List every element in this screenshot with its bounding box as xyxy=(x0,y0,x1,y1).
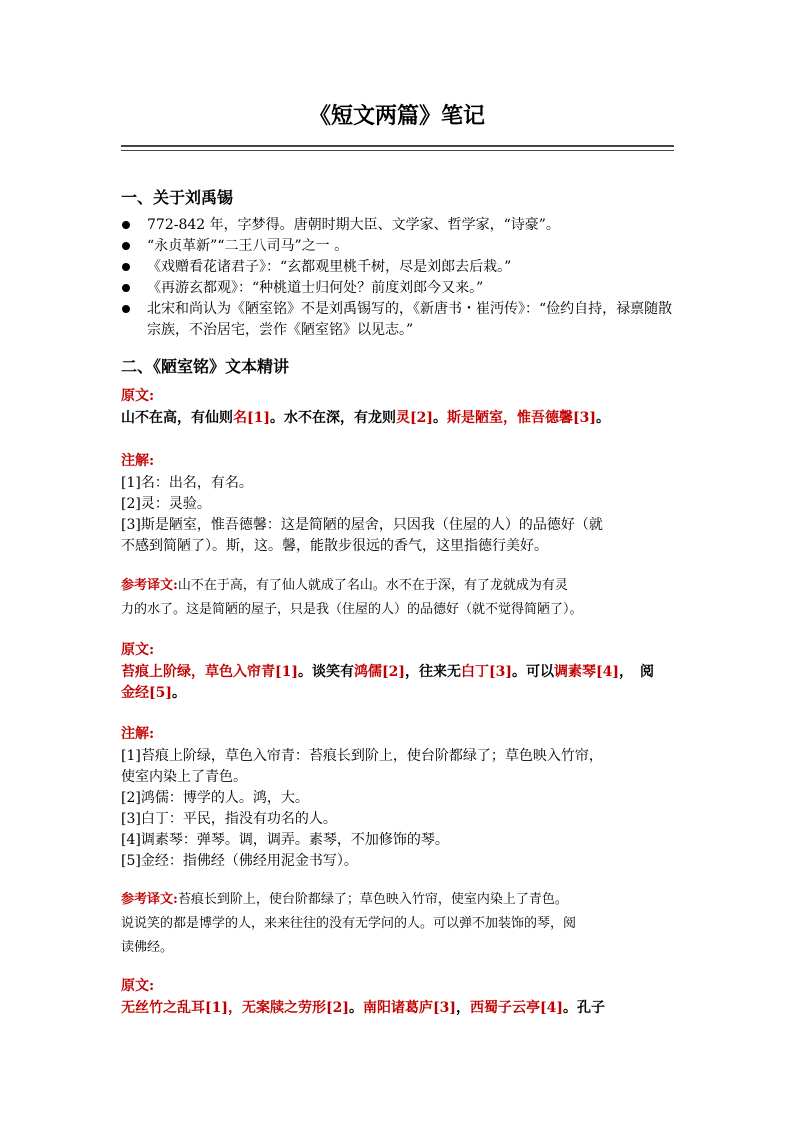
bullet-icon xyxy=(122,263,130,271)
note-line: 不感到简陋了）。斯，这。馨，能散步很远的香气，这里指德行美好。 xyxy=(121,538,548,554)
note-line: [2]鸿儒：博学的人。鸿，大。 xyxy=(121,790,309,806)
note-line: [2]灵：灵验。 xyxy=(121,496,211,512)
note-line: 使室内染上了青色。 xyxy=(121,769,247,785)
original-label: 原文: xyxy=(121,388,155,404)
translation-line: 参考译文:苔痕长到阶上，使台阶都绿了；草色映入竹帘，使室内染上了青色。 xyxy=(121,892,568,907)
translation-line: 力的水了。这是简陋的屋子，只是我（住屋的人）的品德好（就不觉得简陋了）。 xyxy=(121,602,583,617)
original-text-cont: 金经[5]。 xyxy=(121,685,186,701)
note-line: [3]斯是陋室，惟吾德馨：这是简陋的屋舍，只因我（住屋的人）的品德好（就 xyxy=(121,517,603,533)
note-line: [4]调素琴：弹琴。调，调弄。素琴，不加修饰的琴。 xyxy=(121,832,449,848)
author-facts-list xyxy=(121,215,681,341)
section2-heading: 二、《陋室铭》文本精讲 xyxy=(121,357,290,376)
list-item: 《戏赠看花诸君子》：“玄都观里桃千树，尽是刘郎去后栽。” xyxy=(121,257,681,278)
translation-line: 读佛经。 xyxy=(121,940,174,955)
title-divider-thin xyxy=(121,150,674,151)
original-text: 山不在高，有仙则名[1]。水不在深，有龙则灵[2]。斯是陋室，惟吾德馨[3]。 xyxy=(121,410,610,426)
note-line: [5]金经：指佛经（佛经用泥金书写）。 xyxy=(121,853,358,869)
section1-heading: 一、关于刘禹锡 xyxy=(121,188,234,207)
note-line: [1]名：出名，有名。 xyxy=(121,475,253,491)
bullet-icon xyxy=(122,284,130,292)
bullet-icon xyxy=(122,242,130,250)
bullet-icon xyxy=(122,221,130,229)
notes-label: 注解: xyxy=(121,453,155,469)
translation-line: 参考译文:山不在于高，有了仙人就成了名山。水不在于深，有了龙就成为有灵 xyxy=(121,578,568,593)
note-line: [3]白丁：平民，指没有功名的人。 xyxy=(121,811,337,827)
list-item: 北宋和尚认为《陋室铭》不是刘禹锡写的，《新唐书・崔沔传》：“俭约自持，禄禀随散宗族，不治居宅，尝作《陋室铭》以见志。” xyxy=(121,299,681,341)
list-item: 772-842 年，字梦得。唐朝时期大臣、文学家、哲学家，“诗豪”。 xyxy=(121,215,681,236)
notes-label: 注解: xyxy=(121,726,155,742)
original-text: 无丝竹之乱耳[1]，无案牍之劳形[2]。南阳诸葛庐[3]，西蜀子云亭[4]。孔子 xyxy=(121,1000,605,1016)
list-item: 《再游玄都观》：“种桃道士归何处？前度刘郎今又来。” xyxy=(121,278,681,299)
list-item: “永贞革新”“二王八司马”之一 。 xyxy=(121,236,681,257)
note-line: [1]苔痕上阶绿，草色入帘青：苔痕长到阶上，使台阶都绿了；草色映入竹帘， xyxy=(121,748,603,764)
original-label: 原文: xyxy=(121,978,155,994)
page-title: 《短文两篇》笔记 xyxy=(308,103,485,129)
bullet-icon xyxy=(122,305,130,313)
original-label: 原文: xyxy=(121,642,155,658)
original-text: 苔痕上阶绿，草色入帘青[1]。谈笑有鸿儒[2]，往来无白丁[3]。可以调素琴[4]， 阅 xyxy=(121,664,654,680)
title-divider-thick xyxy=(121,145,674,147)
translation-line: 说说笑的都是博学的人，来来往往的没有无学问的人。可以弹不加装饰的琴，阅 xyxy=(121,916,577,931)
